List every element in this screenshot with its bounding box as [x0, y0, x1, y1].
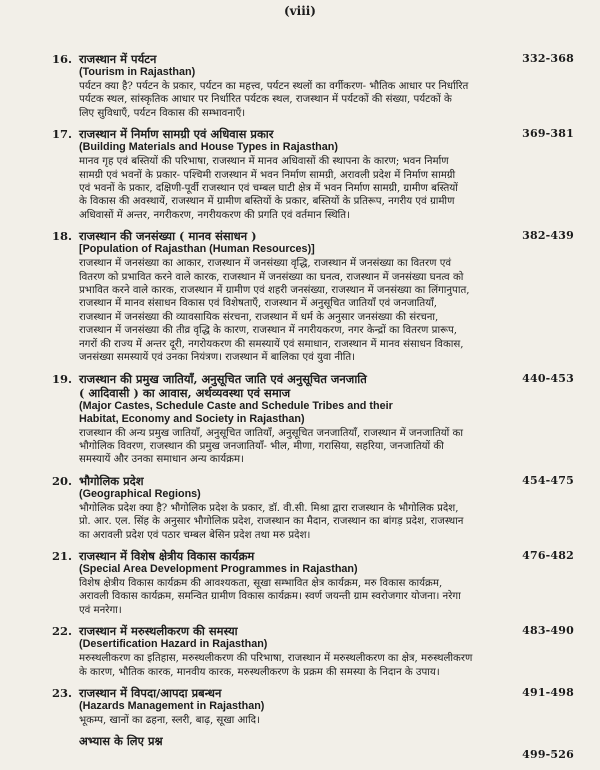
toc-entry-practice-questions — [52, 734, 574, 762]
entry-hindi-title: राजस्थान में निर्माण सामग्री एवं अधिवास प्रकार — [79, 127, 274, 142]
entry-description — [79, 155, 509, 222]
desc-line: पर्यटन क्या है? पर्यटन के प्रकार, पर्यटन का महत्त्व, पर्यटन स्थलों का वर्गीकरण- भौतिक आधार पर निर्धारित — [79, 81, 469, 92]
desc-line: भौगोलिक प्रदेश क्या है? भौगोलिक प्रदेश के प्रकार, डॉ. वी.सी. मिश्रा द्वारा राजस्थान के भौगोलिक प्रदेश, — [79, 502, 459, 514]
desc-line: अरावली विकास कार्यक्रम, समन्वित ग्रामीण विकास कार्यक्रम। स्वर्ण जयन्ती ग्राम स्वरोजगार योजना। नरेगा — [79, 591, 461, 603]
entry-english-title: (Building Materials and House Types in Rajasthan) — [79, 141, 338, 154]
entry-pages: 440-453 — [522, 371, 574, 385]
entry-description — [79, 502, 519, 542]
desc-line: मानव गृह एवं बस्तियों की परिभाषा, राजस्थान में मानव अधिवासों की स्थापना के कारण; भवन निर्माण — [79, 156, 449, 168]
toc-entry-19 — [52, 372, 574, 467]
entry-english-title: [Population of Rajasthan (Human Resources)] — [79, 243, 315, 256]
desc-line: भूकम्प, खानों का ढहना, स्लरी, बाढ़, सूखा आदि। — [79, 714, 260, 726]
entry-number: 20. — [52, 473, 73, 488]
entry-pages: 382-439 — [522, 229, 574, 243]
desc-line: जनसंख्या समस्यायें एवं उनका नियंत्रण। राजस्थान में बालिका एवं युवा नीति। — [79, 352, 356, 364]
desc-line: का अरावली प्रदेश एवं पठार चम्बल बेसिन प्रदेश तथा मरु प्रदेश। — [79, 529, 311, 541]
desc-line: समस्यायें और उनका समाधान अन्य कार्यक्रम। — [79, 454, 244, 466]
entry-pages: 332-368 — [522, 52, 574, 65]
entry-hindi-title: अभ्यास के लिए प्रश्न — [79, 734, 163, 749]
toc-entry-20 — [52, 474, 574, 542]
entry-english-title: (Tourism in Rajasthan) — [79, 66, 196, 78]
entry-description — [79, 714, 519, 727]
entry-hindi-title-line-2: ( आदिवासी ) का आवास, अर्थव्यवस्था एवं समाज — [79, 385, 291, 400]
entry-hindi-title: राजस्थान की प्रमुख जातियाँ, अनुसूचित जाति एवं अनुसूचित जनजाति — [79, 371, 367, 386]
toc-entry-21 — [52, 549, 574, 617]
desc-line: प्रभावित करने वाले कारक, राजस्थान में ग्रामीण एवं शहरी जनसंख्या, राजस्थान में जनसंख्या का लिंगानुपात, — [79, 285, 470, 297]
entry-number: 16. — [52, 52, 73, 66]
desc-line: एवं भवनों के प्रकार, दक्षिणी-पूर्वी राजस्थान एवं चम्बल घाटी क्षेत्र में भवन निर्माण सामग्री, ग्रामीण बस्तियों — [79, 183, 458, 195]
desc-line: नगरों की राज्य में अन्तर दूरी, नगरोयकरण की समस्यायें एवं समाधान, राजस्थान में मानव संसाधन विकास, — [79, 338, 464, 350]
page-number: (viii) — [283, 4, 316, 18]
entry-number: 23. — [52, 685, 73, 700]
entry-pages: 483-490 — [522, 624, 574, 638]
desc-line: प्रो. आर. एल. सिंह के अनुसार भौगोलिक प्रदेश, राजस्थान का मैदान, राजस्थान का बांगड़ प्रदेश, राजस्थान — [79, 516, 464, 528]
desc-line: राजस्थान में जनसंख्या का आकार, राजस्थान में जनसंख्या वृद्धि, राजस्थान में जनसंख्या का वितरण एवं — [79, 258, 452, 270]
desc-line: के कारण, भौतिक कारक, मानवीय कारक, मरुस्थलीकरण के प्रक्रम की समस्या के निदान के उपाय। — [79, 666, 440, 678]
entry-number: 19. — [52, 371, 73, 386]
toc-entry-18 — [52, 229, 574, 364]
entry-pages: 476-482 — [522, 548, 574, 562]
toc-entry-17 — [52, 127, 574, 222]
entry-hindi-title: राजस्थान में विशेष क्षेत्रीय विकास कार्यक्रम — [79, 548, 255, 563]
desc-line: विशेष क्षेत्रीय विकास कार्यक्रम की आवश्यकता, सूखा सम्भावित क्षेत्र कार्यक्रम, मरु विकास कार्यक्रम, — [79, 577, 443, 589]
toc-entry-16 — [52, 52, 574, 120]
desc-line: अधिवासों में अन्तर, नगरीकरण, नगरीयकरण की प्रगति एवं वर्तमान स्थिति। — [79, 209, 350, 221]
desc-line: राजस्थान की अन्य प्रमुख जातियाँ, अनुसूचित जातियाँ, अनुसूचित जनजातियाँ, राजस्थान में जनजातियों का — [79, 427, 464, 439]
entry-number: 21. — [52, 548, 73, 563]
entry-english-title: (Geographical Regions) — [79, 487, 201, 500]
entry-description — [79, 80, 509, 120]
desc-line: सामग्री एवं भवनों के प्रकार- पश्चिमी राजस्थान में भवन निर्माण सामग्री, अरावली प्रदेश में निर्माण सामग्री — [79, 169, 456, 181]
entry-english-title: (Major Castes, Schedule Caste and Schedule Tribes and their — [79, 399, 393, 412]
entry-number: 17. — [52, 127, 73, 142]
desc-line: मरुस्थलीकरण का इतिहास, मरुस्थलीकरण की परिभाषा, राजस्थान में मरुस्थलीकरण का क्षेत्र, मरुस्थलीकरण — [79, 653, 473, 665]
desc-line: भौगोलिक विवरण, राजस्थान की प्रमुख जनजातियाँ- भील, मीणा, गरासिया, सहरिया, जनजातियों की — [79, 440, 444, 452]
entry-hindi-title: राजस्थान में विपदा/आपदा प्रबन्धन — [79, 685, 222, 700]
entry-description — [79, 427, 519, 467]
entry-english-title: (Hazards Management in Rajasthan) — [79, 699, 265, 712]
toc-entry-23 — [52, 686, 574, 727]
entry-number: 22. — [52, 624, 73, 639]
entry-description — [79, 652, 519, 679]
entry-hindi-title: राजस्थान में पर्यटन — [79, 52, 157, 66]
entry-hindi-title: भौगोलिक प्रदेश — [79, 473, 144, 488]
desc-line: के विकास की अवस्थायें, राजस्थान में ग्रामीण बस्तियों के प्रकार, बस्तियों के प्रतिरूप, नगरीय एवं ग्रामीण — [79, 196, 455, 208]
entry-hindi-title: राजस्थान में मरुस्थलीकरण की समस्या — [79, 624, 238, 639]
entry-pages: 369-381 — [522, 127, 574, 141]
desc-line: पर्यटक स्थल, सांस्कृतिक आधार पर निर्धारित पर्यटक स्थल, राजस्थान में पर्यटकों की संख्या, पर्यटकों के — [79, 94, 452, 106]
entry-pages: 454-475 — [522, 473, 574, 487]
desc-line: राजस्थान में मानव संसाधन विकास एवं विशेषताएँ, राजस्थान में अनुसूचित जातियाँ एवं जनजातियाँ, — [79, 298, 438, 310]
entry-pages: 499-526 — [522, 748, 574, 762]
desc-line: वितरण को प्रभावित करने वाले कारक, राजस्थान में जनसंख्या का घनत्व, राजस्थान में जनसंख्या घनत्व को — [79, 271, 464, 283]
desc-line: राजस्थान में जनसंख्या की व्यावसायिक संरचना, राजस्थान में धर्म के अनुसार जनसंख्या की संरचना, — [79, 311, 439, 323]
toc-entry-22 — [52, 624, 574, 679]
entry-english-title: (Desertification Hazard in Rajasthan) — [79, 638, 268, 651]
table-of-contents — [52, 52, 574, 762]
entry-pages: 491-498 — [522, 685, 574, 699]
entry-number: 18. — [52, 229, 73, 244]
desc-line: राजस्थान में जनसंख्या की तीव्र वृद्धि के कारण, राजस्थान में नगरीयकरण, नगर केन्द्रों का वितरण प्रारूप, — [79, 325, 458, 337]
entry-english-title: (Special Area Development Programmes in Rajasthan) — [79, 562, 358, 575]
entry-english-title-line-2: Habitat, Economy and Society in Rajasthan) — [79, 412, 305, 425]
desc-line: एवं मनरेगा। — [79, 604, 122, 616]
entry-hindi-title: राजस्थान की जनसंख्या ( मानव संसाधन ) — [79, 229, 257, 244]
desc-line: लिए सुविधाएँ, पर्यटन विकास की सम्भावनाएँ। — [79, 107, 246, 119]
entry-description — [79, 577, 519, 617]
entry-description — [79, 257, 509, 364]
